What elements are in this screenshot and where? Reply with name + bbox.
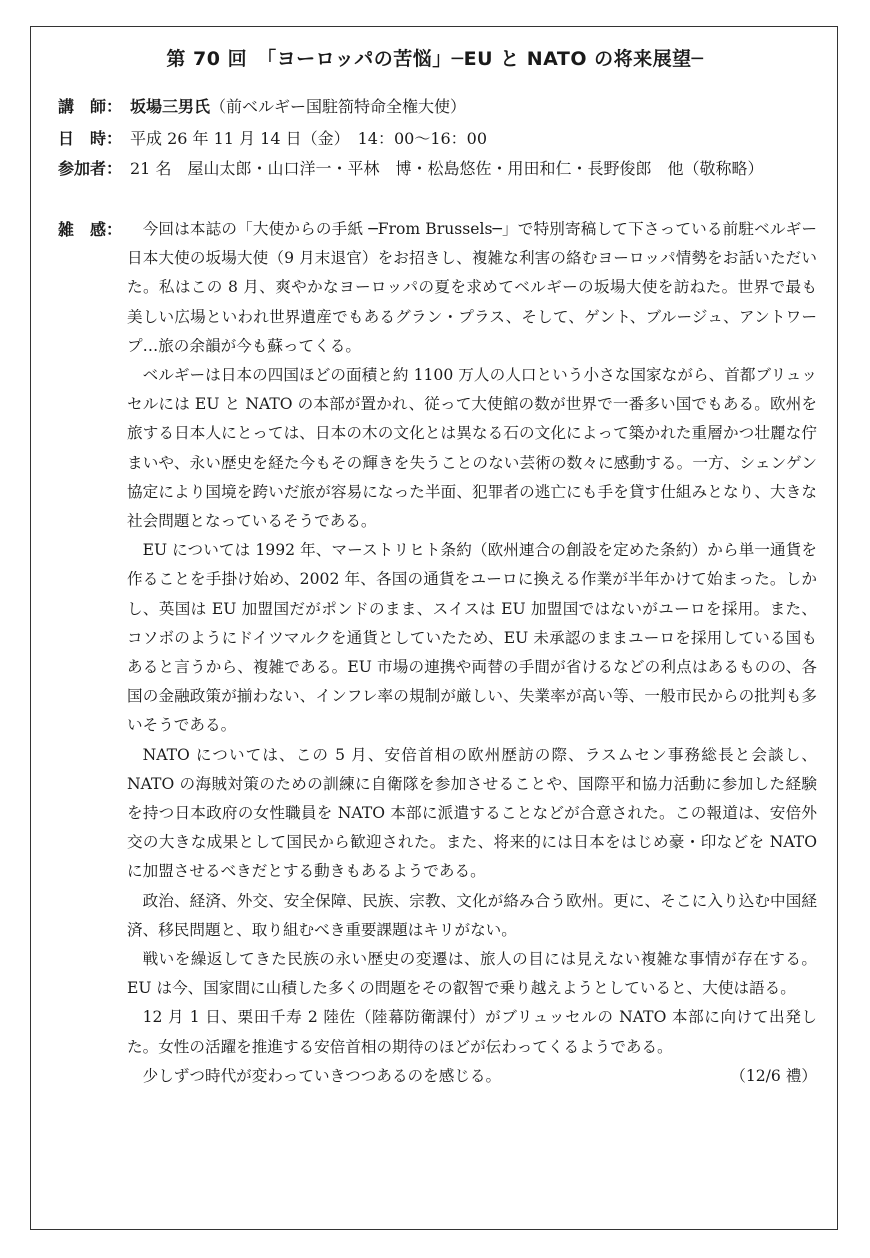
impressions-paragraph: ベルギーは日本の四国ほどの面積と約 1100 万人の人口という小さな国家ながら、首都ブリュッセルには EU と NATO の本部が置かれ、従って大使館の数が世界で一番多い国でもある。欧州を旅する日本人にとっては、日本の木の文化とは異なる石の文化によって築かれた重層かつ壮麗な佇まいや、永い歴史を経た今もその輝きを失うことのない芸術の数々に感動する。一方、シェンゲン協定により国境を跨いだ旅が容易になった半面、犯罪者の逃亡にも手を貸す仕組みとなり、大きな社会問題となっているそうである。: [127, 366, 817, 531]
participants-row: [58, 159, 763, 179]
impressions-body: [127, 215, 817, 1091]
impressions-paragraph: EU については 1992 年、マーストリヒト条約（欧州連合の創設を定めた条約）から単一通貨を作ることを手掛け始め、2002 年、各国の通貨をユーロに換える作業が半年かけて始まった。しかし、英国は EU 加盟国だがポンドのまま、スイスは EU 加盟国ではないがユーロを採用。また、コソボのようにドイツマルクを通貨としていたため、EU 未承認のままユーロを採用している国もあると言うから、複雑である。EU 市場の連携や両替の手間が省けるなどの利点はあるものの、各国の金融政策が揃わない、インフレ率の規制が厳しい、失業率が高い等、一般市民からの批判も多いそうである。: [127, 541, 817, 735]
datetime-row: [58, 129, 487, 149]
impressions-last-paragraph: [127, 1062, 817, 1091]
datetime-label: 日 時：: [58, 129, 123, 148]
lecturer-name: 坂場三男氏: [130, 97, 211, 116]
impressions-paragraph: 12 月 1 日、栗田千寿 2 陸佐（陸幕防衛課付）がブリュッセルの NATO 本部に向けて出発した。女性の活躍を推進する安倍首相の期待のほどが伝わってくるようである。: [127, 1008, 817, 1056]
signature: （12/6 禮）: [730, 1066, 817, 1085]
lecturer-row: [58, 97, 466, 117]
participants-value: 21 名 屋山太郎・山口洋一・平林 博・松島悠佐・用田和仁・長野俊郎 他（敬称略）: [130, 159, 764, 178]
impressions-paragraph: NATO については、この 5 月、安倍首相の欧州歴訪の際、ラスムセン事務総長と会談し、NATO の海賊対策のための訓練に自衛隊を参加させることや、国際平和協力活動に参加した経験を持つ日本政府の女性職員を NATO 本部に派遣することなどが合意された。この報道は、安倍外交の大きな成果として国民から歓迎された。また、将来的には日本をはじめ豪・印などを NATO に加盟させるべきだとする動きもあるようである。: [127, 745, 817, 881]
impressions-label: 雑 感：: [58, 220, 123, 239]
participants-label: 参加者：: [58, 159, 123, 178]
lecturer-role: （前ベルギー国駐箚特命全権大使）: [210, 97, 467, 116]
impressions-paragraph: 政治、経済、外交、安全保障、民族、宗教、文化が絡み合う欧州。更に、そこに入り込む中国経済、移民問題と、取り組むべき重要課題はキリがない。: [127, 891, 817, 939]
datetime-value: 平成 26 年 11 月 14 日（金） 14：00〜16：00: [130, 129, 488, 148]
lecturer-label: 講 師：: [58, 97, 123, 116]
impressions-closing-text: 少しずつ時代が変わっていきつつあるのを感じる。: [142, 1066, 502, 1085]
impressions-paragraph: 今回は本誌の「大使からの手紙 ─From Brussels─」で特別寄稿して下さっている前駐ベルギー日本大使の坂場大使（9 月末退官）をお招きし、複雑な利害の絡むヨーロッパ情勢をお話いただいた。私はこの 8 月、爽やかなヨーロッパの夏を求めてベルギーの坂場大使を訪ねた。世界で最も美しい広場といわれ世界遺産でもあるグラン・プラス、そして、ゲント、ブルージュ、アントワープ…旅の余韻が今も蘇ってくる。: [127, 220, 817, 355]
impressions-paragraph: 戦いを繰返してきた民族の永い歴史の変遷は、旅人の目には見えない複雑な事情が存在する。EU は今、国家間に山積した多くの問題をその叡智で乗り越えようとしていると、大使は語る。: [127, 950, 817, 998]
page-title: 第 70 回 「ヨーロッパの苦悩」─EU と NATO の将来展望─: [166, 48, 704, 70]
